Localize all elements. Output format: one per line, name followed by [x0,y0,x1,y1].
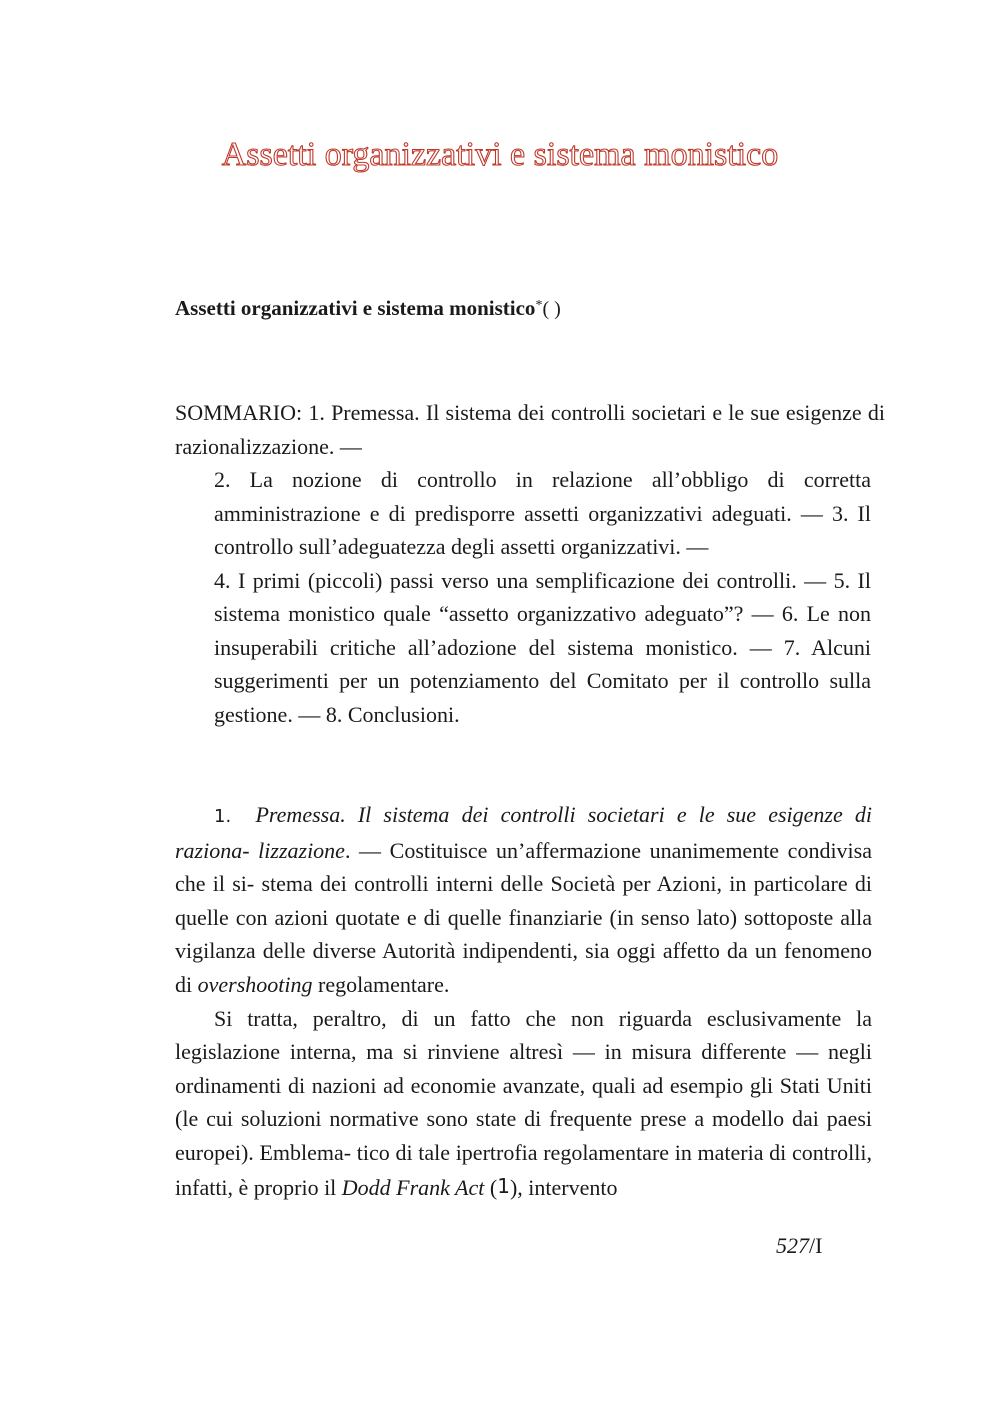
section-number: 1. [214,806,232,827]
page-title: Assetti organizzativi e sistema monistico [221,136,779,173]
footnote-reference[interactable]: 1 [497,1173,510,1198]
summary-item-1: 1. Premessa. Il sistema dei controlli societari e le sue esigenze di razionalizzazione. — [175,400,885,459]
paragraph-2-italic: Dodd Frank Act [341,1174,485,1200]
paragraph-2-text: Si tratta, peraltro, di un fatto che non riguarda esclusivamente la legislazione interna, ma si rinviene altresì — in misura differente — negli ordinamenti di nazioni ad economie avanzate, quali ad esempio gli Stati Uniti (le cui soluzioni normative sono state di frequente prese a modello dai paesi europei). Emblema- tico di tale ipertrofia regolamentare in materia di controlli, infatti, è proprio il [175,1005,872,1200]
section-title: Premessa. Il sistema dei controlli societari e le sue esigenze di raziona- lizzazione [175,802,873,863]
summary-first-block [175,396,885,463]
heading-note-mark: * [535,298,543,313]
paragraph-1-italic: overshooting [197,971,313,997]
paragraph-2 [175,1002,872,1205]
paragraph-1-end: regolamentare. [312,971,450,997]
page-number [776,1233,822,1259]
footnote-close: ) [509,1174,518,1200]
summary [175,396,885,731]
summary-indented-block: 2. La nozione di controllo in relazione all’obbligo di corretta amministrazione e di predisporre assetti organizzativi adeguati. — 3. Il controllo sull’adeguatezza degli assetti organizzativi. — [214,467,871,559]
paragraph-2-end: , intervento [517,1174,618,1200]
paragraph-1 [175,798,872,1002]
article-heading-text: Assetti organizzativi e sistema monistico [175,296,536,320]
article-heading [175,296,561,321]
paragraph-1-text: . — Costituisce un’affermazione unanimemente condivisa che il si- stema dei controlli interni delle Società per Azioni, in particolare di quelle con azioni quotate e di quelle finanziarie (in senso lato) sottoposte alla vigilanza delle diverse Autorità indipendenti, sia oggi affetto da un fenomeno di [175,837,872,997]
summary-indented-block-2: 4. I primi (piccoli) passi verso una semplificazione dei controlli. — 5. Il sistema monistico quale “assetto organizzativo adeguato”? — 6. Le non insuperabili critiche all’adozione del sistema monistico. — 7. Alcuni suggerimenti per un potenziamento del Comitato per il controllo sulla gestione. — 8. Conclusioni. [214,567,871,727]
heading-note-paren: ( ) [542,298,561,320]
page-number-suffix: /I [809,1233,823,1258]
body-text [175,798,872,1204]
footnote-open: ( [484,1174,498,1200]
page-number-value: 527 [776,1233,809,1258]
summary-label: SOMMARIO: [175,400,303,425]
